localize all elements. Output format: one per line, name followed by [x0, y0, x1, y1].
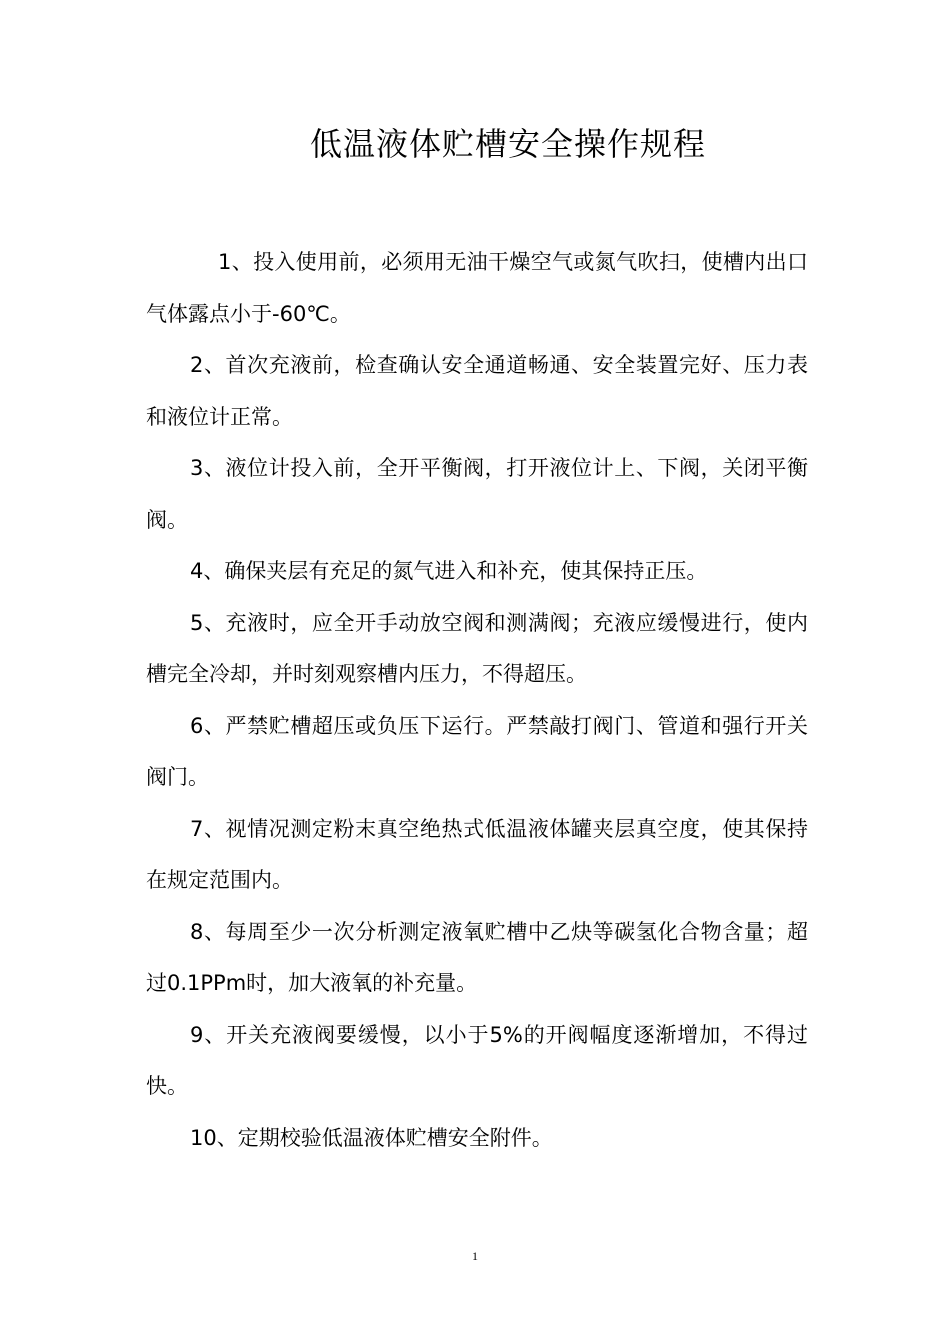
- document-body: [146, 237, 808, 1164]
- paragraph-1: 1、投入使用前，必须用无油干燥空气或氮气吹扫，使槽内出口气体露点小于-60℃。: [146, 250, 808, 326]
- document-title: 低温液体贮槽安全操作规程: [309, 125, 706, 163]
- paragraph-6: 6、严禁贮槽超压或负压下运行。严禁敲打阀门、管道和强行开关阀门。: [146, 713, 808, 789]
- paragraph-3: 3、液位计投入前，全开平衡阀，打开液位计上、下阀，关闭平衡阀。: [146, 456, 808, 532]
- page-number: 1: [472, 1249, 478, 1263]
- paragraph-7: 7、视情况测定粉末真空绝热式低温液体罐夹层真空度，使其保持在规定范围内。: [146, 816, 808, 892]
- paragraph-5: 5、充液时，应全开手动放空阀和测满阀；充液应缓慢进行，使内槽完全冷却，并时刻观察槽内压力，不得超压。: [146, 610, 808, 686]
- paragraph-9: 9、开关充液阀要缓慢，以小于5%的开阀幅度逐渐增加，不得过快。: [146, 1022, 808, 1098]
- paragraph-2: 2、首次充液前，检查确认安全通道畅通、安全装置完好、压力表和液位计正常。: [146, 353, 808, 429]
- paragraph-8: 8、每周至少一次分析测定液氧贮槽中乙炔等碳氢化合物含量；超过0.1PPm时，加大液氧的补充量。: [146, 919, 808, 995]
- paragraph-4: 4、确保夹层有充足的氮气进入和补充，使其保持正压。: [190, 559, 708, 583]
- paragraph-10: 10、定期校验低温液体贮槽安全附件。: [190, 1125, 553, 1150]
